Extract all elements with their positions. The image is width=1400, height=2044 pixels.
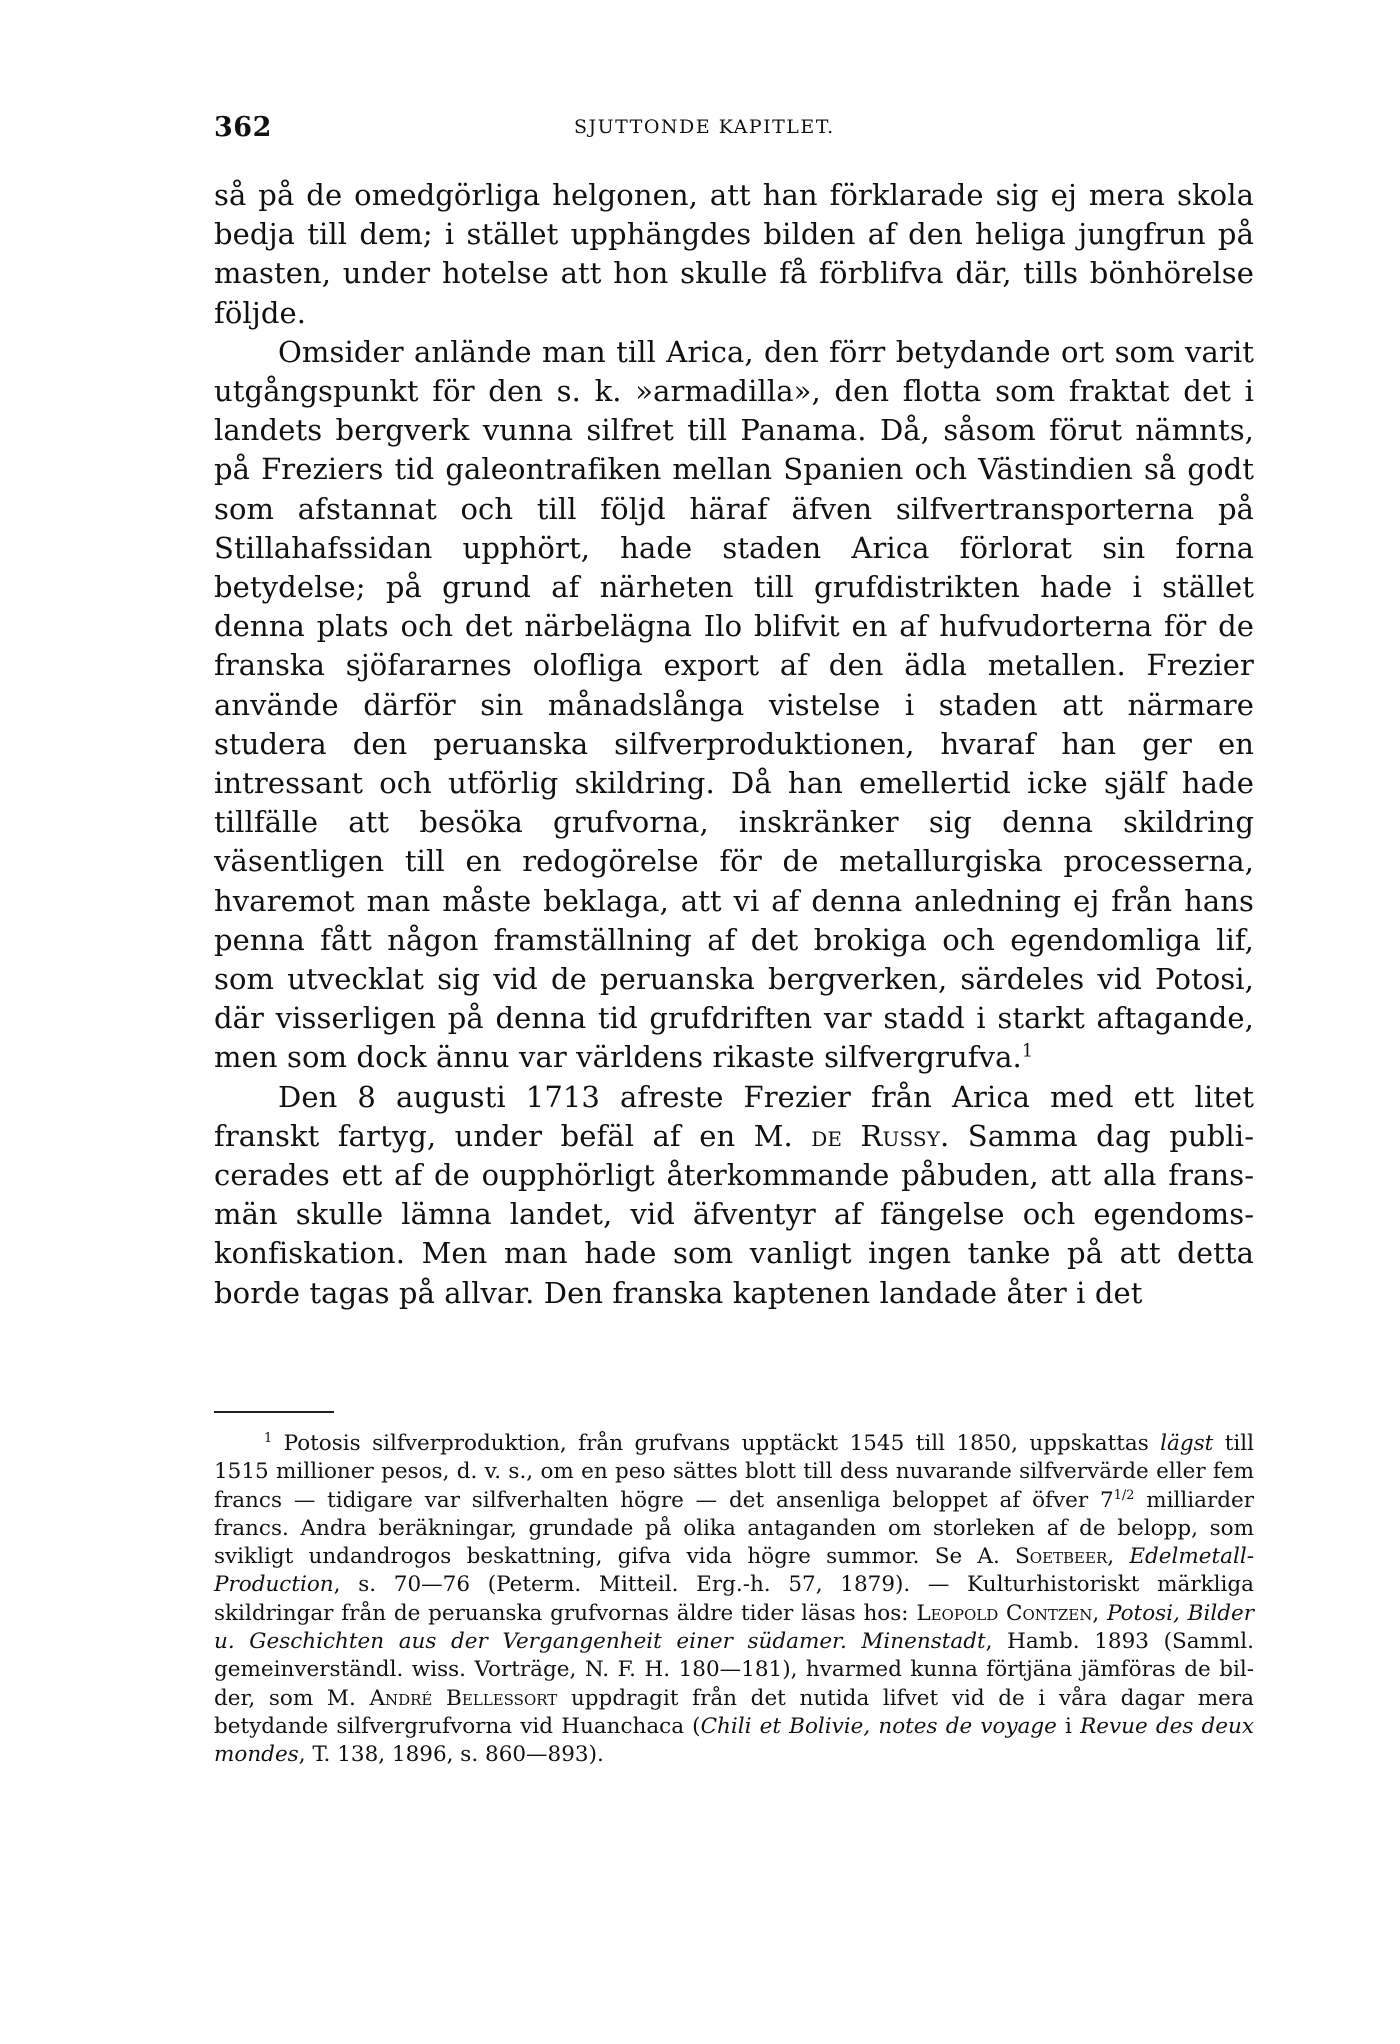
footnote-text-16: i: [1056, 1713, 1081, 1739]
footnote-reference: 1: [1021, 1041, 1033, 1062]
footnote-text-12: , Hamb. 1893 (Samml. gemeinverständl. wiss. Vorträge, N. F. H. 180—181), hvarmed kunna förtjäna jämföras de bilder, som M.: [214, 1629, 1254, 1711]
footnote-text-4: milliarder francs. Andra beräkningar, grundade på olika antaganden om storleken af de belopp, som svikligt undandrogos beskattning, gifva vida högre summor. Se A.: [214, 1487, 1254, 1570]
footnote-text-10: ,: [1092, 1600, 1108, 1626]
footnote-author-3: André Bellessort: [369, 1685, 558, 1711]
footnote-author-1: Soetbeer: [1015, 1544, 1108, 1570]
footnote-text-1: Potosis silfverproduktion, från grufvans upptäckt 1545 till 1850, uppskattas: [283, 1431, 1161, 1456]
footnote-italic-1: lägst: [1160, 1431, 1214, 1456]
footnote-text-3: till 1515 millioner pesos, d. v. s., om en peso sättes blott till dess nuvarande silfvervärde eller fem francs — tidigare var silfverhalten högre — det ansenliga beloppet af öfver 7: [214, 1431, 1254, 1513]
footnote-title-2: Potosi, Bilder u. Geschichten aus der Vergangenheit einer südamer. Minenstadt: [214, 1600, 1254, 1655]
paragraph-3-text-b: . Samma dag publicerades ett af de oupphörligt återkommande påbuden, att alla fransmän skulle lämna landet, vid äfventyr af fängelse och egendomskonfiskation. Men man hade som vanligt ingen tanke på att detta borde tagas på allvar. Den franska kaptenen landade åter i det: [214, 1118, 1254, 1310]
footnote: [214, 1430, 1254, 1770]
footnote-divider: [214, 1411, 334, 1413]
footnote-text-18: , T. 138, 1896, s. 860—893).: [298, 1742, 604, 1768]
footnote-author-2: Leopold Contzen: [916, 1600, 1093, 1626]
person-name: de Russy: [811, 1118, 940, 1153]
paragraph-3: [214, 1078, 1254, 1313]
footnote-text-14: uppdragit från det nutida lifvet vid de i våra dagar mera betydande silfvergrufvorna vid Huanchaca (: [214, 1685, 1254, 1739]
page-number: 362: [214, 112, 272, 143]
paragraph-3-text-a: Den 8 augusti 1713 afreste Frezier från Arica med ett litet franskt fartyg, under befäl af en M.: [214, 1079, 1254, 1153]
footnote-text-6: ,: [1107, 1544, 1130, 1570]
footnote-text-8: , s. 70—76 (Peterm. Mitteil. Erg.-h. 57, 1879). — Kulturhistoriskt märkliga skildringar från de peruanska grufvornas äldre tider läsas hos:: [214, 1572, 1254, 1626]
main-text: [214, 176, 1254, 1313]
running-head: SJUTTONDE KAPITLET.: [574, 116, 835, 138]
paragraph-2-text: Omsider anlände man till Arica, den förr betydande ort som varit utgångspunkt för den s. k. »armadilla», den flotta som fraktat det i landets bergverk vunna silfret till Panama. Då, såsom förut nämnts, på Freziers tid galeontrafiken mellan Spanien och Västindien så godt som afstannat och till följd häraf äfven silfvertransporterna på Stillahafssidan upphört, hade staden Arica förlorat sin forna betydelse; på grund af närheten till grufdistrikten hade i stället denna plats och det närbelägna Ilo blifvit en af hufvudorterna för de franska sjöfararnes olofliga export af den ädla metallen. Frezier använde därför sin månadslånga vistelse i staden att närmare studera den peruanska silfverproduktionen, hvaraf han ger en intressant och utförlig skildring. Då han emellertid icke själf hade tillfälle att besöka grufvorna, inskränker sig denna skildring väsentligen till en redogörelse för de metallurgiska processerna, hvaremot man måste beklaga, att vi af denna anledning ej från hans penna fått någon framställning af det brokiga och egendomliga lif, som utvecklat sig vid de peruanska bergverken, särdeles vid Potosi, där visserligen på denna tid grufdriften var stadd i starkt aftagande, men som dock ännu var världens rikaste silfvergrufva.: [214, 334, 1254, 1075]
footnote-journal: Revue des deux mondes: [214, 1713, 1255, 1768]
footnote-title-1: Edelmetall-Production: [214, 1544, 1254, 1598]
paragraph-1-text: så på de omedgörliga helgonen, att han förklarade sig ej mera skola bedja till dem; i stället upphängdes bilden af den heliga jungfrun på masten, under hotelse att hon skulle få förblifva där, tills bönhörelse följde.: [214, 178, 1254, 330]
footnote-title-3: Chili et Bolivie, notes de voyage: [700, 1713, 1057, 1739]
paragraph-1: [214, 176, 1254, 333]
paragraph-2: [214, 333, 1254, 1078]
footnote-fraction: 1/2: [1113, 1487, 1135, 1503]
page-header: [214, 112, 1254, 152]
footnote-marker: 1: [264, 1430, 273, 1446]
